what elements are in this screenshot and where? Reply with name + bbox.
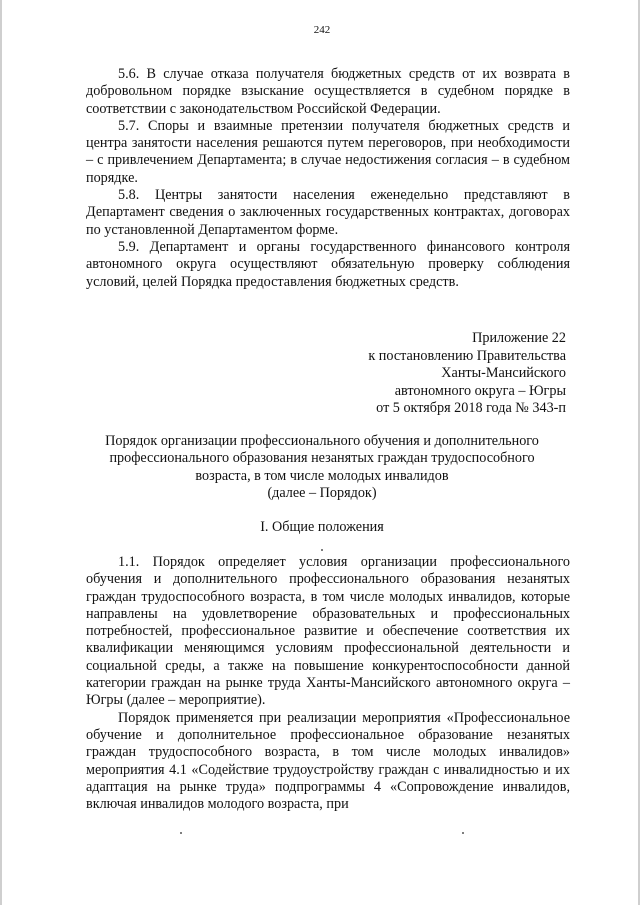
paragraph-5-9: 5.9. Департамент и органы государственного финансового контроля автономного округа осуществляют обязательную проверку соблюдения условий, целей Порядка предоставления бюджетных средств.: [86, 238, 570, 290]
page-number: 242: [313, 24, 331, 36]
paragraph-1-1: 1.1. Порядок определяет условия организации профессионального обучения и дополнительного профессионального образования незанятых граждан трудоспособного возраста, в том числе молодых инвалидов, которые направлены на удовлетворение образовательных и профессиональных потребностей, профессиональное развитие и обеспечение соответствия их квалификации меняющимся условиям профессиональной деятельности и социальной среды, а также на повышение конкурентоспособности данной категории граждан на рынке труда Ханты-Мансийского автономного округа – Югры (далее – мероприятие).: [86, 554, 570, 709]
title-line: возраста, в том числе молодых инвалидов: [195, 467, 449, 484]
title-line: профессионального образования незанятых граждан трудоспособного: [109, 450, 535, 467]
section-5-text: [86, 66, 570, 291]
appendix-line: от 5 октября 2018 года № 343-п: [376, 400, 566, 417]
appendix-line: Ханты-Мансийского: [441, 365, 566, 382]
scan-speck: [180, 832, 182, 834]
section-1-text: [86, 554, 570, 813]
appendix-reference: [368, 330, 566, 418]
title-line: Порядок организации профессионального обучения и дополнительного: [105, 433, 539, 449]
appendix-line: автономного округа – Югры: [394, 382, 566, 399]
title-line: (далее – Порядок): [267, 485, 377, 502]
paragraph-5-7: 5.7. Споры и взаимные претензии получателя бюджетных средств и центра занятости населения решаются путем переговоров, при необходимости – с привлечением Департамента; в случае недостижения согласия – в судебном порядке.: [86, 117, 570, 186]
scan-speck: [462, 832, 464, 834]
appendix-line: к постановлению Правительства: [368, 347, 566, 364]
paragraph-order-applies: Порядок применяется при реализации мероприятия «Профессиональное обучение и дополнительное профессиональное образование незанятых граждан трудоспособного возраста, в том числе молодых инвалидов» мероприятия 4.1 «Содействие трудоустройству граждан с инвалидностью и их адаптация на рынке труда» подпрограммы 4 «Сопровождение инвалидов, включая инвалидов молодого возраста, при: [86, 709, 570, 813]
scan-speck: [321, 549, 323, 551]
paragraph-5-6: 5.6. В случае отказа получателя бюджетных средств от их возврата в добровольном порядке взыскание осуществляется в судебном порядке в соответствии с законодательством Российской Федерации.: [86, 66, 570, 117]
section-heading: I. Общие положения: [260, 519, 384, 535]
paragraph-5-8: 5.8. Центры занятости населения еженедельно представляют в Департамент сведения о заключенных государственных контрактах, договорах по установленной Департаментом форме.: [86, 187, 570, 238]
appendix-line: Приложение 22: [472, 330, 566, 346]
document-title: [72, 433, 572, 503]
